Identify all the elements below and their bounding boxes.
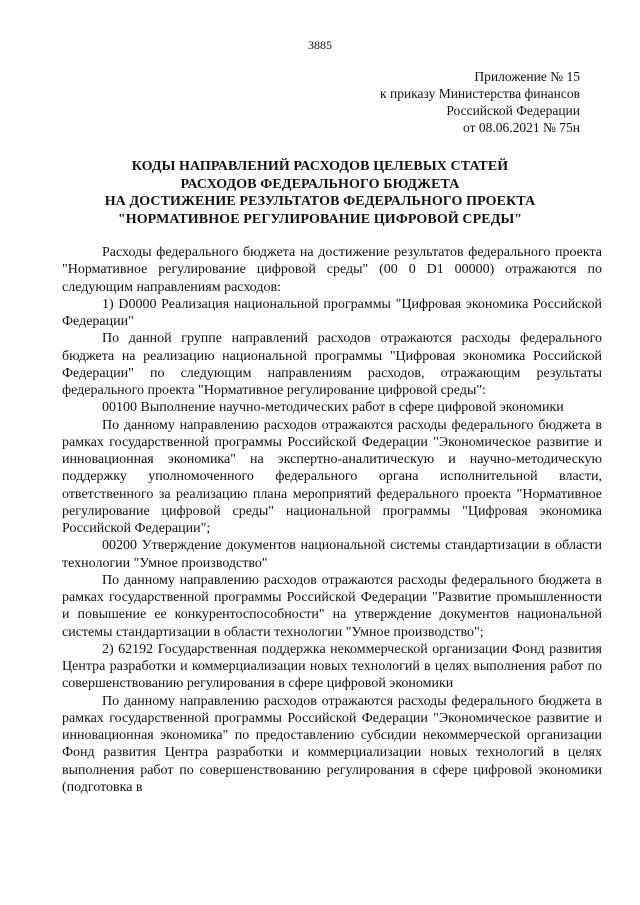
paragraph: 00200 Утверждение документов национальной системы стандартизации в области технологии "Умное производство" [62, 538, 602, 571]
title-line: КОДЫ НАПРАВЛЕНИЙ РАСХОДОВ ЦЕЛЕВЫХ СТАТЕЙ [131, 159, 509, 174]
page-number: 3885 [308, 38, 332, 52]
appendix-header [320, 68, 580, 136]
title-line: РАСХОДОВ ФЕДЕРАЛЬНОГО БЮДЖЕТА [180, 176, 460, 192]
paragraph: Расходы федерального бюджета на достижение результатов федерального проекта "Нормативное регулирование цифровой среды" (00 0 D1 00000) отражаются по следующим направлениям расходов: [62, 245, 602, 295]
document-body [62, 244, 602, 796]
paragraph: По данной группе направлений расходов отражаются расходы федерального бюджета на реализацию национальной программы "Цифровая экономика Российской Федерации" по следующим направлениям расходов, отражающим результаты федерального проекта "Нормативное регулирование цифровой среды": [62, 331, 602, 398]
appendix-line: Российской Федерации [446, 103, 580, 118]
paragraph: 1) D0000 Реализация национальной программы "Цифровая экономика Российской Федерации" [62, 296, 602, 329]
appendix-line: к приказу Министерства финансов [380, 86, 580, 101]
appendix-line: Приложение № 15 [474, 69, 580, 84]
title-line: НА ДОСТИЖЕНИЕ РЕЗУЛЬТАТОВ ФЕДЕРАЛЬНОГО ПРОЕКТА [104, 194, 536, 209]
title-line: "НОРМАТИВНОЕ РЕГУЛИРОВАНИЕ ЦИФРОВОЙ СРЕДЫ" [117, 211, 523, 227]
paragraph: 2) 62192 Государственная поддержка некоммерческой организации Фонд развития Центра разработки и коммерциализации новых технологий в целях выполнения работ по совершенствованию регулирования в сфере цифровой экономики [62, 641, 602, 692]
paragraph: По данному направлению расходов отражаются расходы федерального бюджета в рамках государственной программы Российской Федерации "Экономическое развитие и инновационная экономика" по предоставлению субсидии некоммерческой организации Фонд развития Центра разработки и коммерциализации новых технологий в целях выполнения работ по совершенствованию регулирования в сфере цифровой экономики (подготовка в [62, 693, 602, 795]
paragraph: По данному направлению расходов отражаются расходы федерального бюджета в рамках государственной программы Российской Федерации "Развитие промышленности и повышение ее конкурентоспособности" на утверждение документов национальной системы стандартизации в области технологии "Умное производство"; [62, 572, 602, 640]
document-title [40, 158, 600, 228]
appendix-line: от 08.06.2021 № 75н [463, 120, 580, 135]
paragraph: 00100 Выполнение научно-методических работ в сфере цифровой экономики [102, 400, 564, 416]
paragraph: По данному направлению расходов отражаются расходы федерального бюджета в рамках государственной программы Российской Федерации "Экономическое развитие и инновационная экономика" на экспертно-аналитическую и научно-методическую поддержку уполномоченного федерального органа исполнительной власти, ответственного за реализацию плана мероприятий федерального проекта "Нормативное регулирование цифровой среды" национальной программы "Цифровая экономика Российской Федерации"; [62, 417, 602, 536]
